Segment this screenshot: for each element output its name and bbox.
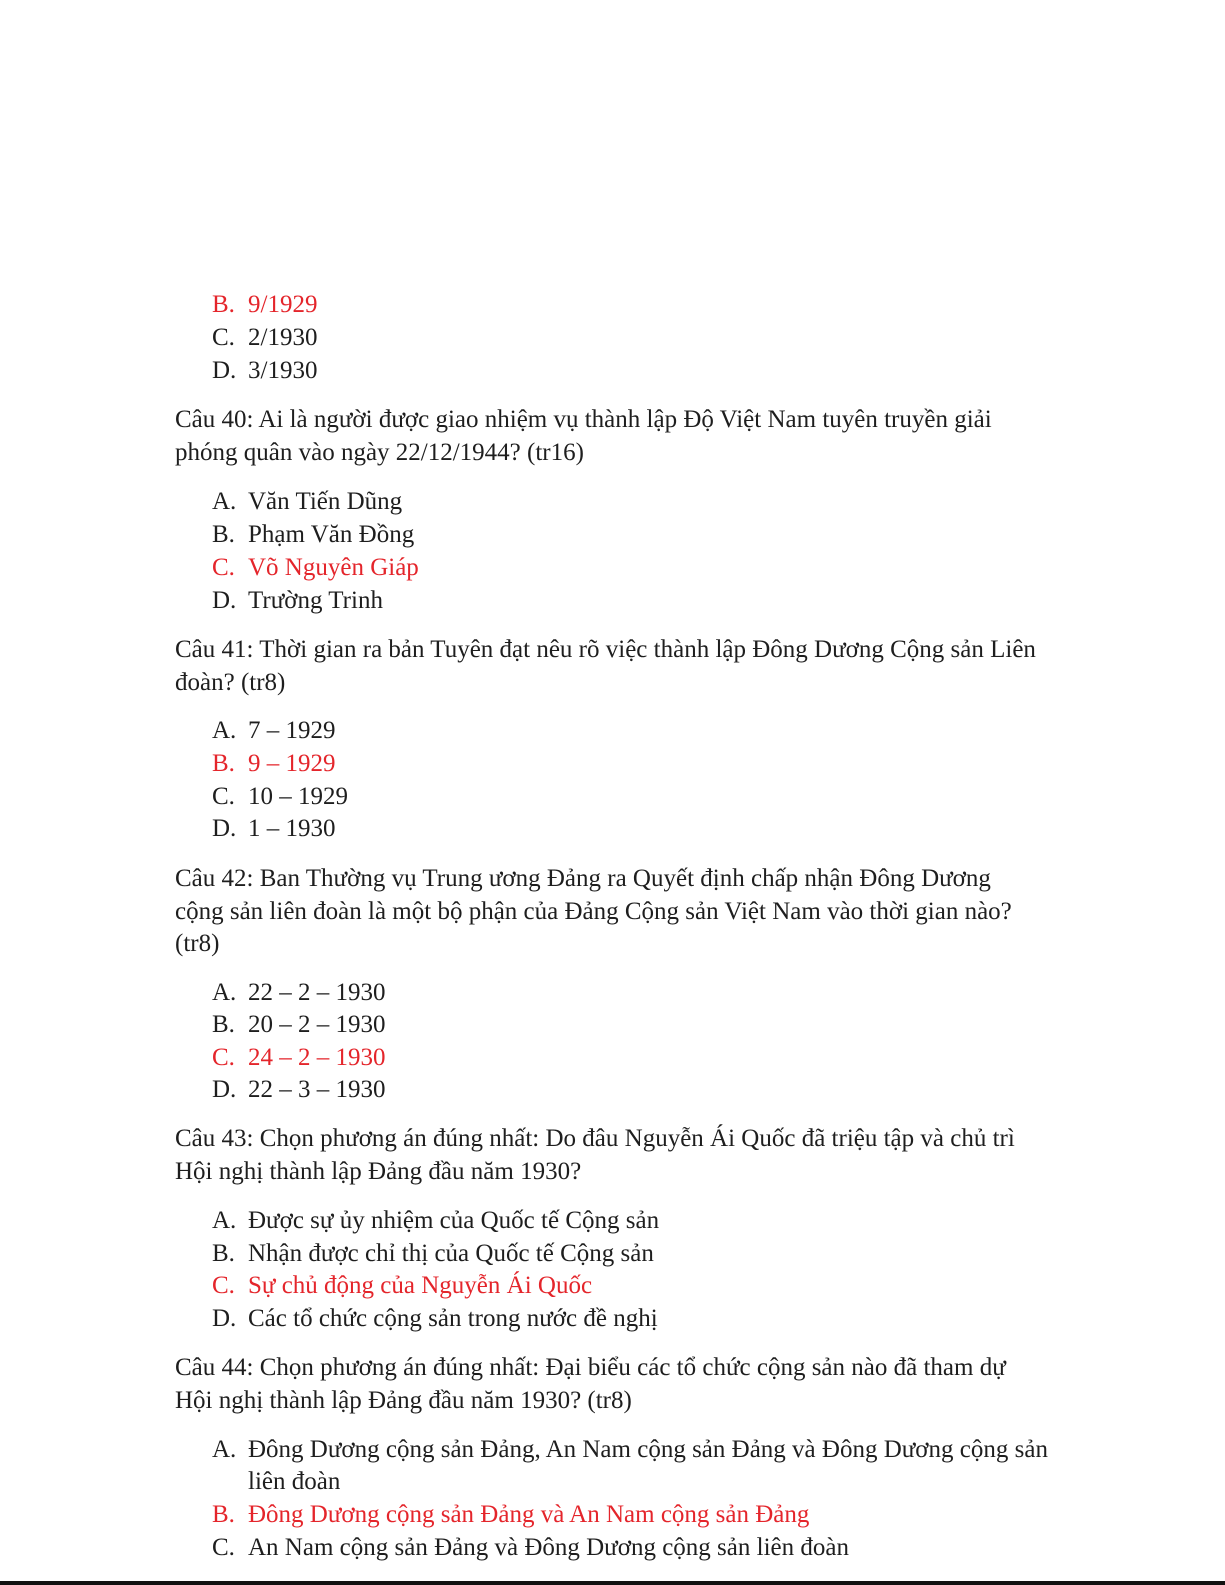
question-40-option-b: B. Phạm Văn Đồng <box>212 521 415 548</box>
question-42-text-line-2: cộng sản liên đoàn là một bộ phận của Đảng Cộng sản Việt Nam vào thời gian nào? <box>175 898 1012 925</box>
question-44-text-line-2: Hội nghị thành lập Đảng đầu năm 1930? (tr8) <box>175 1387 632 1414</box>
question-44-option-a-continued: liên đoàn <box>248 1468 341 1495</box>
question-40-text-line-2: phóng quân vào ngày 22/12/1944? (tr16) <box>175 439 584 466</box>
question-43-text-line-2: Hội nghị thành lập Đảng đầu năm 1930? <box>175 1158 582 1185</box>
question-41-option-c: C. 10 – 1929 <box>212 783 348 810</box>
question-40-option-a: A. Văn Tiến Dũng <box>212 488 403 515</box>
question-41-text-line-2: đoàn? (tr8) <box>175 669 286 696</box>
question-43-option-b: B. Nhận được chỉ thị của Quốc tế Cộng sản <box>212 1240 654 1267</box>
question-44-text-line-1: Câu 44: Chọn phương án đúng nhất: Đại biểu các tổ chức cộng sản nào đã tham dự <box>175 1354 1006 1381</box>
question-41-option-a: A. 7 – 1929 <box>212 717 336 744</box>
prev-option-d: D. 3/1930 <box>212 357 318 384</box>
question-43-text-line-1: Câu 43: Chọn phương án đúng nhất: Do đâu Nguyễn Ái Quốc đã triệu tập và chủ trì <box>175 1125 1015 1152</box>
prev-option-c: C. 2/1930 <box>212 324 318 351</box>
question-42-text-line-1: Câu 42: Ban Thường vụ Trung ương Đảng ra Quyết định chấp nhận Đông Dương <box>175 865 991 892</box>
question-43-option-c: C. Sự chủ động của Nguyễn Ái Quốc <box>212 1272 593 1299</box>
question-44-option-a: A. Đông Dương cộng sản Đảng, An Nam cộng sản Đảng và Đông Dương cộng sản <box>212 1436 1048 1463</box>
question-42-option-b: B. 20 – 2 – 1930 <box>212 1011 386 1038</box>
question-40-option-d: D. Trường Trinh <box>212 587 383 614</box>
question-44-option-b: B. Đông Dương cộng sản Đảng và An Nam cộng sản Đảng <box>212 1501 810 1528</box>
question-41-text-line-1: Câu 41: Thời gian ra bản Tuyên đạt nêu rõ việc thành lập Đông Dương Cộng sản Liên <box>175 636 1036 663</box>
question-42-option-a: A. 22 – 2 – 1930 <box>212 979 386 1006</box>
question-43-option-a: A. Được sự ủy nhiệm của Quốc tế Cộng sản <box>212 1207 660 1234</box>
question-41-option-b: B. 9 – 1929 <box>212 750 336 777</box>
question-42-option-c: C. 24 – 2 – 1930 <box>212 1044 386 1071</box>
question-43-option-d: D. Các tổ chức cộng sản trong nước đề nghị <box>212 1305 658 1332</box>
question-40-text-line-1: Câu 40: Ai là người được giao nhiệm vụ thành lập Độ Việt Nam tuyên truyền giải <box>175 406 992 433</box>
question-40-option-c: C. Võ Nguyên Giáp <box>212 554 419 581</box>
question-42-text-line-3: (tr8) <box>175 930 220 957</box>
question-42-option-d: D. 22 – 3 – 1930 <box>212 1076 386 1103</box>
bottom-edge-rule <box>0 1581 1225 1585</box>
question-41-option-d: D. 1 – 1930 <box>212 815 336 842</box>
question-44-option-c: C. An Nam cộng sản Đảng và Đông Dương cộng sản liên đoàn <box>212 1534 849 1561</box>
prev-option-b: B. 9/1929 <box>212 291 318 318</box>
